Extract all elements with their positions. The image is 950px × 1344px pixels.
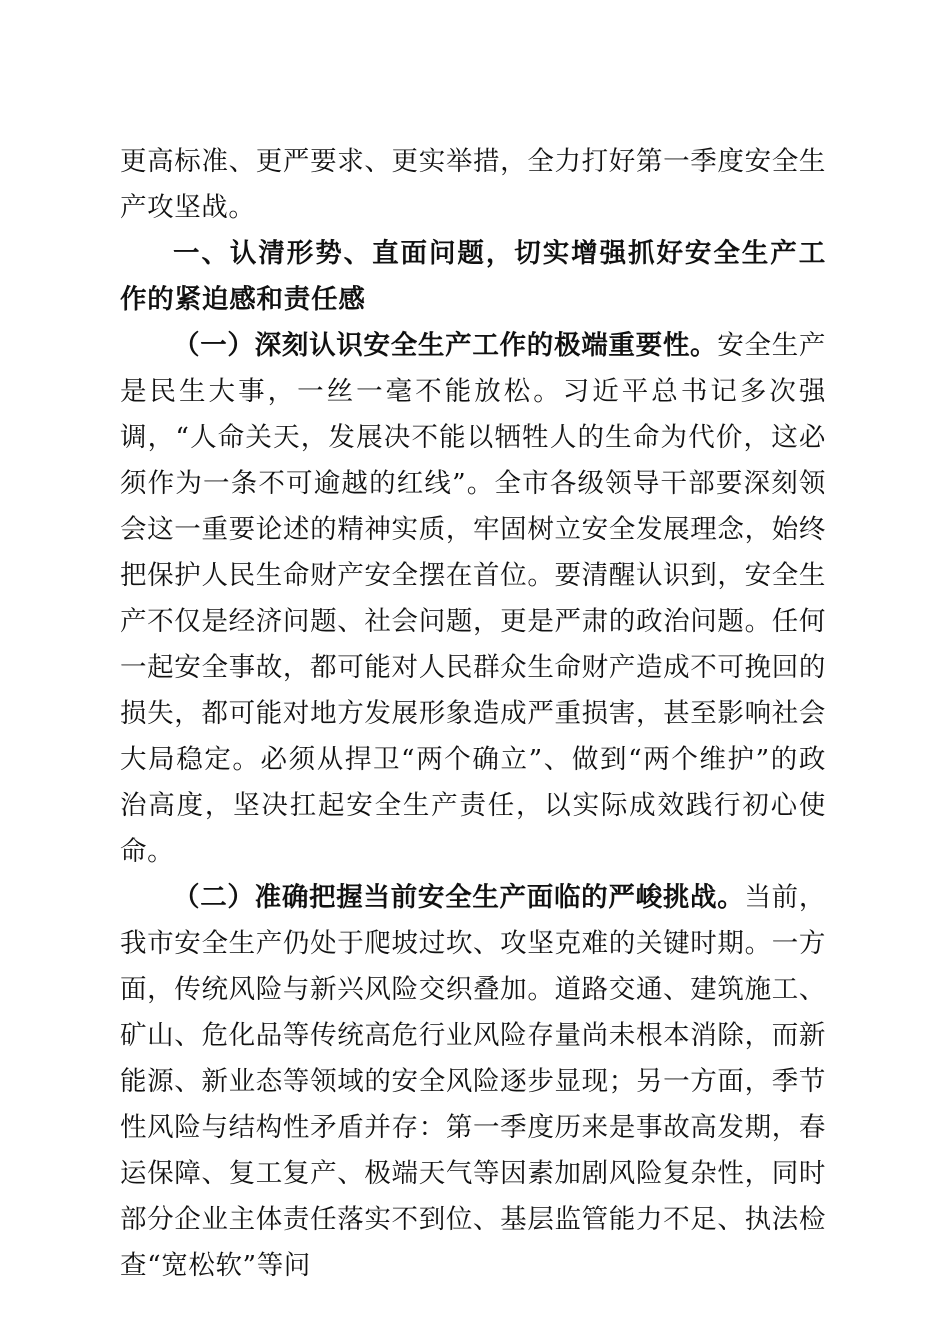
section-heading-1: 一、认清形势、直面问题，切实增强抓好安全生产工作的紧迫感和责任感 bbox=[120, 238, 826, 315]
document-body bbox=[120, 139, 826, 1289]
intro-paragraph: 更高标准、更严要求、更实举措，全力打好第一季度安全生产攻坚战。 bbox=[120, 146, 826, 223]
paragraph-1 bbox=[120, 323, 826, 875]
paragraph-2-body: 当前，我市安全生产仍处于爬坡过坎、攻坚克难的关键时期。一方面，传统风险与新兴风险交织叠加。道路交通、建筑施工、矿山、危化品等传统高危行业风险存量尚未根本消除，而新能源、新业态等领域的安全风险逐步显现；另一方面，季节性风险与结构性矛盾并存：第一季度历来是事故高发期，春运保障、复工复产、极端天气等因素加剧风险复杂性，同时部分企业主体责任落实不到位、基层监管能力不足、执法检查“宽松软”等问 bbox=[120, 882, 826, 1281]
paragraph-1-lead: （一）深刻认识安全生产工作的极端重要性。 bbox=[173, 330, 718, 361]
paragraph-1-body: 安全生产是民生大事，一丝一毫不能放松。习近平总书记多次强调，“人命关天，发展决不能以牺牲人的生命为代价，这必须作为一条不可逾越的红线”。全市各级领导干部要深刻领会这一重要论述的精神实质，牢固树立安全发展理念，始终把保护人民生命财产安全摆在首位。要清醒认识到，安全生产不仅是经济问题、社会问题，更是严肃的政治问题。任何一起安全事故，都可能对人民群众生命财产造成不可挽回的损失，都可能对地方发展形象造成严重损害，甚至影响社会大局稳定。必须从捍卫“两个确立”、做到“两个维护”的政治高度，坚决扛起安全生产责任，以实际成效践行初心使命。 bbox=[120, 330, 827, 867]
paragraph-2 bbox=[120, 875, 826, 1289]
paragraph-2-lead: （二）准确把握当前安全生产面临的严峻挑战。 bbox=[173, 882, 745, 913]
